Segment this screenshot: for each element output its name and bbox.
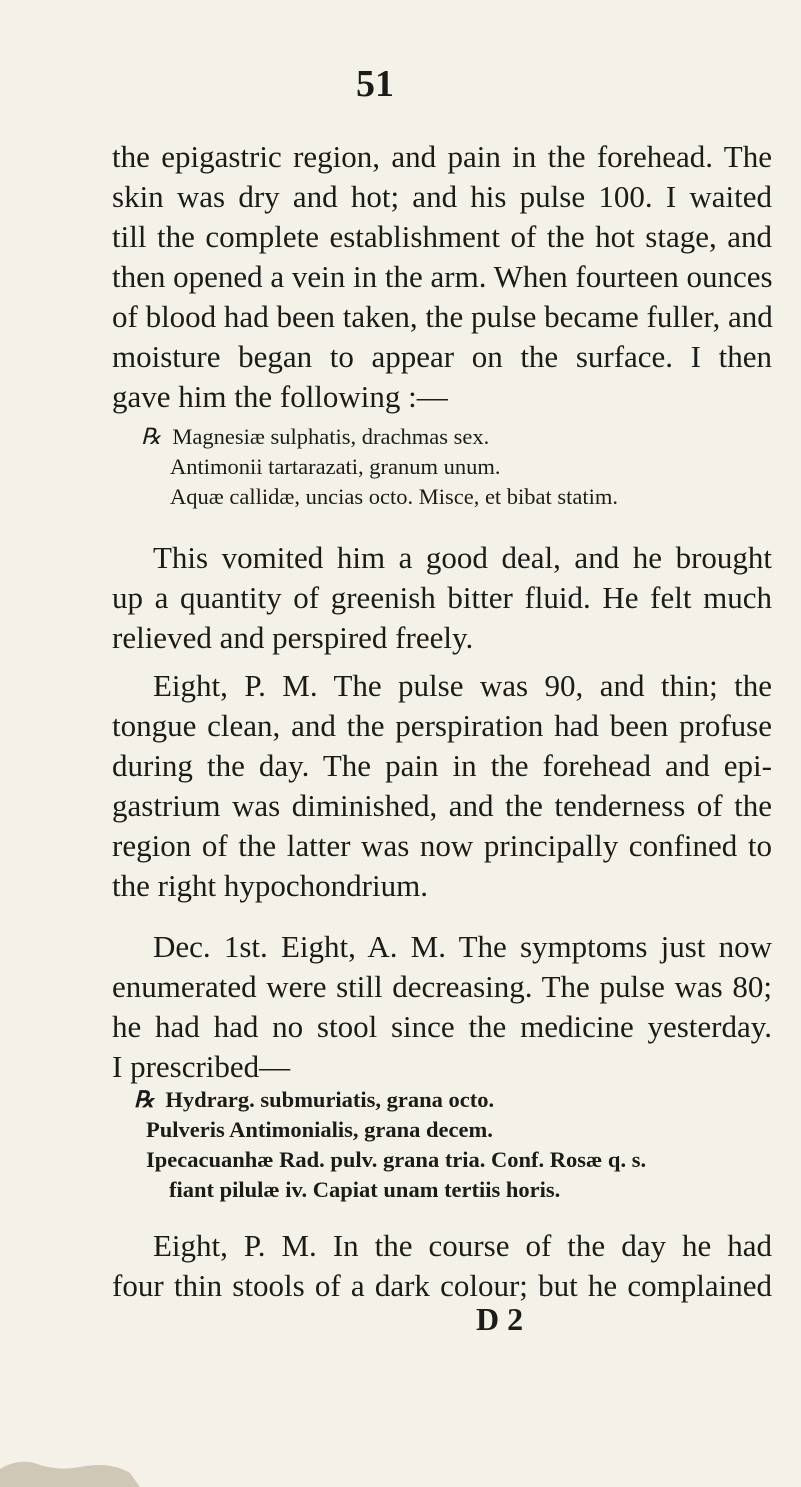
text-line: till the complete establishment of the hot stage, and	[112, 219, 772, 254]
recipe-symbol-icon: ℞	[134, 1087, 155, 1112]
signature-mark: D 2	[476, 1301, 524, 1337]
text-line: of blood had been taken, the pulse became fuller, and	[112, 299, 773, 334]
text-line: the right hypochondrium.	[112, 868, 428, 903]
text-line: he had had no stool since the medicine yesterday.	[112, 1009, 772, 1044]
prescription-line	[141, 422, 781, 452]
text-line: four thin stools of a dark colour; but he complained	[112, 1268, 772, 1303]
text-line: up a quantity of greenish bitter fluid. He felt much	[112, 580, 772, 615]
text-line: tongue clean, and the perspiration had been profuse	[112, 708, 772, 743]
prescription-line: Pulveris Antimonialis, grana decem.	[146, 1117, 493, 1142]
paragraph-4	[112, 927, 772, 1087]
prescription-line: Aquæ callidæ, uncias octo. Misce, et bibat statim.	[170, 484, 619, 509]
page-edge-stain	[0, 1427, 220, 1487]
text-line: relieved and perspired freely.	[112, 620, 474, 655]
text-line: gastrium was diminished, and the tenderness of the	[112, 788, 772, 823]
text-line: This vomited him a good deal, and he brought	[153, 540, 772, 575]
recipe-symbol-icon: ℞	[141, 424, 162, 449]
paragraph-3	[112, 666, 772, 906]
text-line: Eight, P. M. The pulse was 90, and thin; the	[153, 668, 772, 703]
text-line: skin was dry and hot; and his pulse 100. I waited	[112, 179, 772, 214]
text-line: enumerated were still decreasing. The pulse was 80;	[112, 969, 772, 1004]
prescription-line	[134, 1085, 774, 1115]
text-line: Eight, P. M. In the course of the day he had	[153, 1228, 772, 1263]
prescription-2	[134, 1085, 774, 1205]
text-line: Dec. 1st. Eight, A. M. The symptoms just now	[153, 929, 772, 964]
text-line: I prescribed—	[112, 1049, 291, 1084]
paragraph-1	[112, 137, 772, 417]
prescription-1	[141, 422, 781, 512]
page-number: 51	[356, 63, 394, 105]
prescription-text: Magnesiæ sulphatis, drachmas sex.	[172, 424, 490, 449]
text-line: then opened a vein in the arm. When fourteen ounces	[112, 259, 773, 294]
text-line: moisture began to appear on the surface. I then	[112, 339, 772, 374]
text-line: during the day. The pain in the forehead and epi-	[112, 748, 772, 783]
prescription-text: Hydrarg. submuriatis, grana octo.	[165, 1087, 495, 1112]
paragraph-2	[112, 538, 772, 658]
prescription-line: Antimonii tartarazati, granum unum.	[170, 454, 501, 479]
text-line: the epigastric region, and pain in the forehead. The	[112, 139, 772, 174]
text-line: region of the latter was now principally confined to	[112, 828, 772, 863]
text-line: gave him the following :—	[112, 379, 448, 414]
paragraph-5	[112, 1226, 772, 1306]
prescription-line: Ipecacuanhæ Rad. pulv. grana tria. Conf. Rosæ q. s.	[146, 1147, 647, 1172]
prescription-line: fiant pilulæ iv. Capiat unam tertiis horis.	[169, 1177, 561, 1202]
